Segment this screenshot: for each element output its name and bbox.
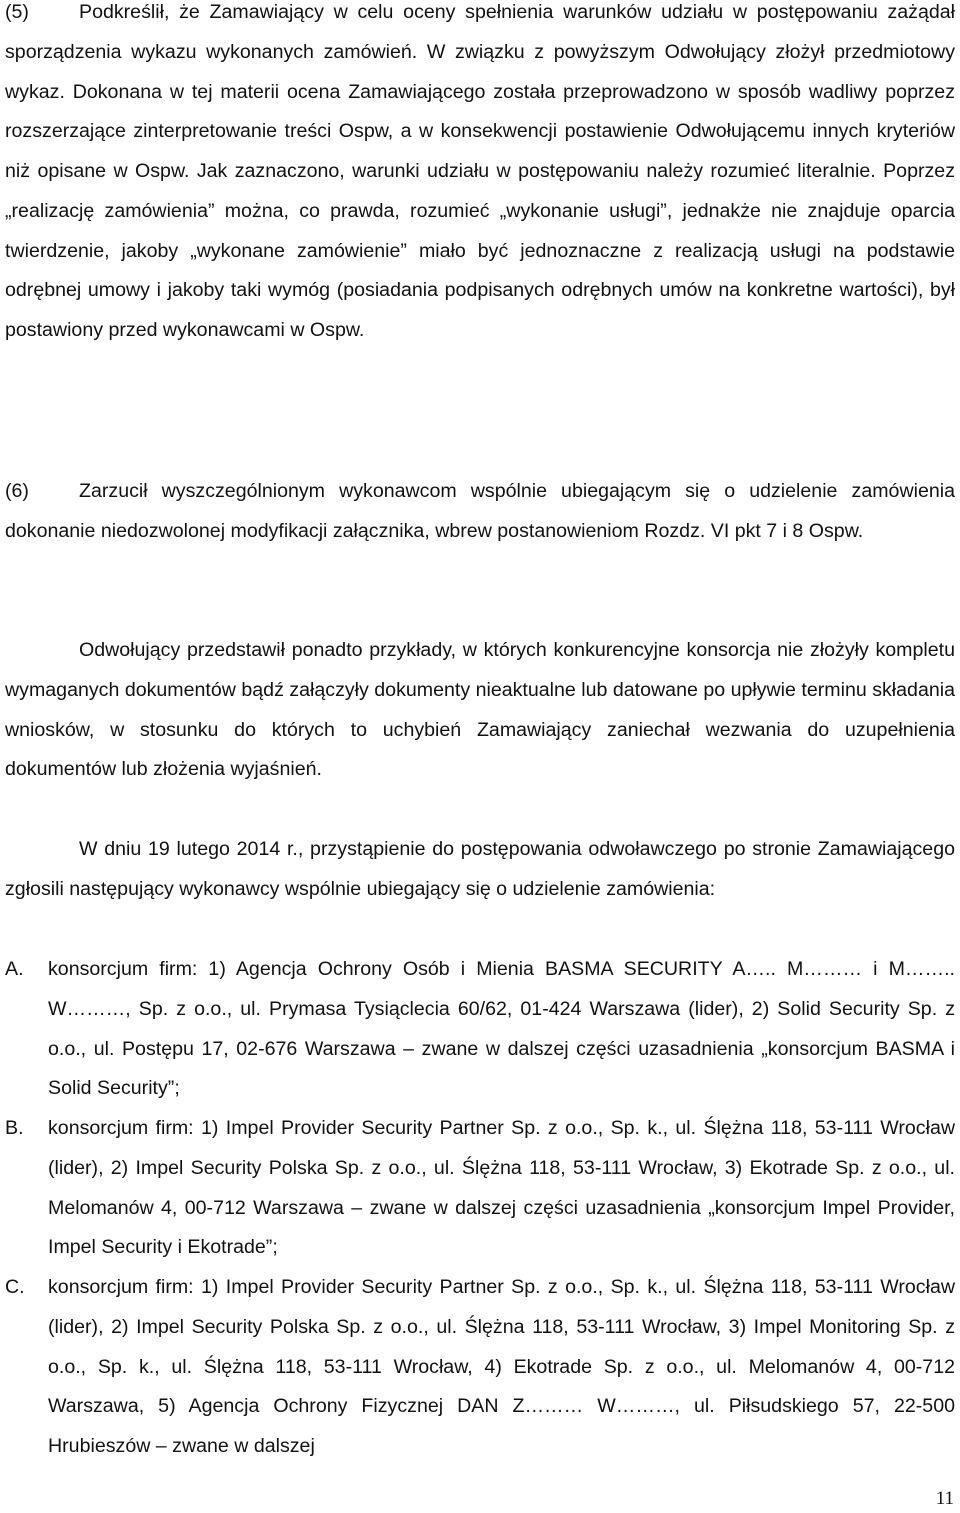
paragraph-intervention — [5, 830, 955, 910]
intervenors-list — [5, 950, 955, 1467]
paragraph-text: Podkreślił, że Zamawiający w celu oceny spełnienia warunków udziału w postępowaniu zażądał sporządzenia wykazu wykonanych zamówień. W związku z powyższym Odwołujący złożył przedmiotowy wykaz. Dokonana w tej materii ocena Zamawiającego została przeprowadzono w sposób wadliwy poprzez rozszerzające zinterpretowanie treści Ospw, a w konsekwencji postawienie Odwołującemu innych kryteriów niż opisane w Ospw. Jak zaznaczono, warunki udziału w postępowaniu należy rozumieć literalnie. Poprzez „realizację zamówienia” można, co prawda, rozumieć „wykonanie usługi”, jednakże nie znajduje oparcia twierdzenie, jakoby „wykonane zamówienie” miało być jednoznaczne z realizacją usługi na podstawie odrębnej umowy i jakoby taki wymóg (posiadania podpisanych odrębnych umów na konkretne wartości), był postawiony przed wykonawcami w Ospw. — [5, 1, 955, 341]
paragraph-text: Zarzucił wyszczególnionym wykonawcom wspólnie ubiegającym się o udzielenie zamówienia dokonanie niedozwolonej modyfikacji załącznika, wbrew postanowieniom Rozdz. VI pkt 7 i 8 Ospw. — [5, 480, 955, 542]
page-number: 11 — [935, 1488, 954, 1509]
list-item — [5, 1109, 955, 1268]
list-item — [5, 1268, 955, 1467]
list-item-text: konsorcjum firm: 1) Impel Provider Security Partner Sp. z o.o., Sp. k., ul. Ślężna 118, 53-111 Wrocław (lider), 2) Impel Security Polska Sp. z o.o., ul. Ślężna 118, 53-111 Wrocław, 3) Impel Monitoring Sp. z o.o., Sp. k., ul. Ślężna 118, 53-111 Wrocław, 4) Ekotrade Sp. z o.o., ul. Melomanów 4, 00-712 Warszawa, 5) Agencja Ochrony Fizycznej DAN Z……… W………, ul. Piłsudskiego 57, 22-500 Hrubieszów – zwane w dalszej — [48, 1276, 955, 1457]
paragraph-number: (5) — [5, 1, 29, 23]
paragraph-5 — [5, 0, 955, 351]
paragraph-6 — [5, 472, 955, 552]
list-marker: C. — [5, 1276, 25, 1298]
list-marker: A. — [5, 958, 24, 980]
list-item — [5, 950, 955, 1109]
paragraph-examples — [5, 631, 955, 790]
list-item-text: konsorcjum firm: 1) Impel Provider Security Partner Sp. z o.o., Sp. k., ul. Ślężna 118, 53-111 Wrocław (lider), 2) Impel Security Polska Sp. z o.o., ul. Ślężna 118, 53-111 Wrocław, 3) Ekotrade Sp. z o.o., ul. Melomanów 4, 00-712 Warszawa – zwane w dalszej części uzasadnienia „konsorcjum Impel Provider, Impel Security i Ekotrade”; — [48, 1117, 955, 1259]
paragraph-text: W dniu 19 lutego 2014 r., przystąpienie do postępowania odwoławczego po stronie Zamawiającego zgłosili następujący wykonawcy wspólnie ubiegający się o udzielenie zamówienia: — [5, 838, 955, 900]
list-item-text: konsorcjum firm: 1) Agencja Ochrony Osób i Mienia BASMA SECURITY A….. M……… i M…….. W………, Sp. z o.o., ul. Prymasa Tysiąclecia 60/62, 01-424 Warszawa (lider), 2) Solid Security Sp. z o.o., ul. Postępu 17, 02-676 Warszawa – zwane w dalszej części uzasadnienia „konsorcjum BASMA i Solid Security”; — [48, 958, 955, 1100]
paragraph-text: Odwołujący przedstawił ponadto przykłady, w których konkurencyjne konsorcja nie złożyły kompletu wymaganych dokumentów bądź załączyły dokumenty nieaktualne lub datowane po upływie terminu składania wniosków, w stosunku do których to uchybień Zamawiający zaniechał wezwania do uzupełnienia dokumentów lub złożenia wyjaśnień. — [5, 639, 955, 781]
paragraph-number: (6) — [5, 480, 29, 502]
list-marker: B. — [5, 1117, 24, 1139]
